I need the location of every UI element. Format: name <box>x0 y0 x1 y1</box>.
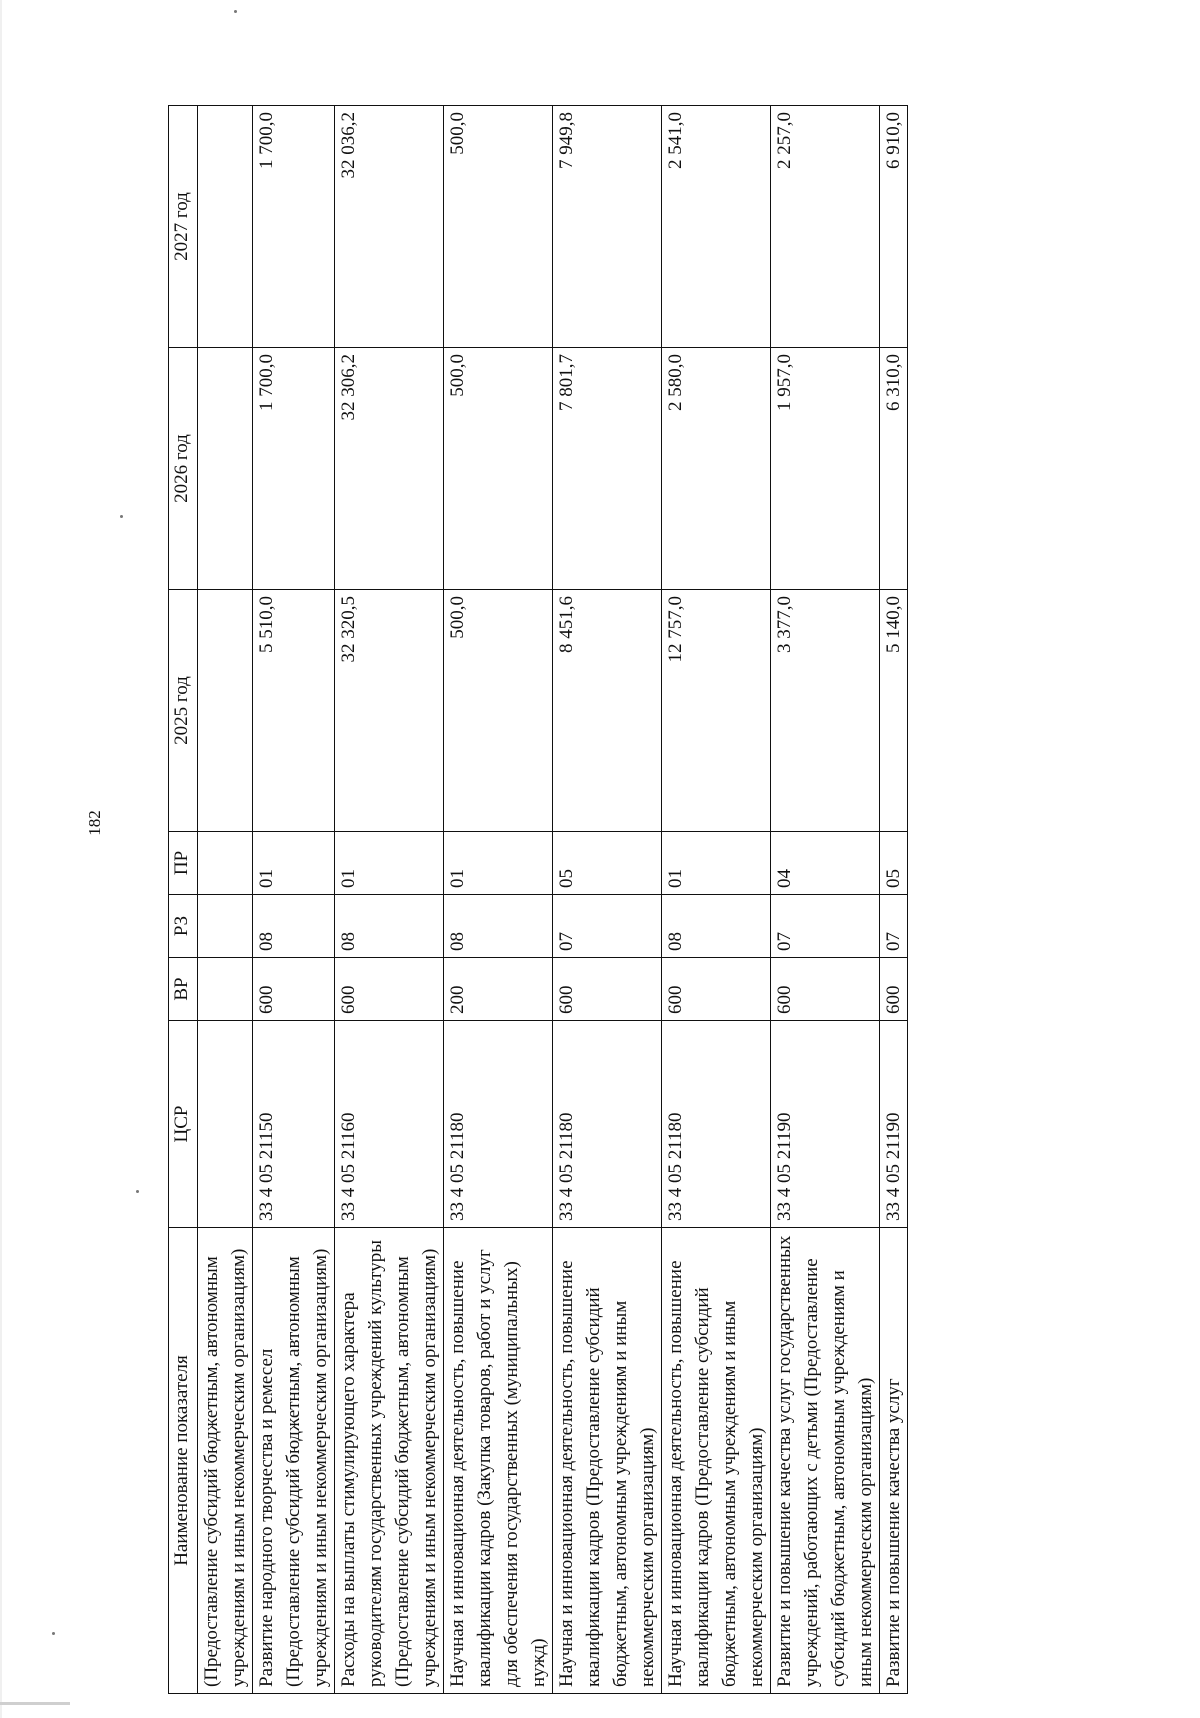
cell-pr: 05 <box>880 832 908 895</box>
scan-edge <box>0 0 2 1718</box>
cell-2025 <box>198 590 253 832</box>
cell-name: Развитие и повышение качества услуг <box>880 1228 908 1694</box>
cell-vr: 600 <box>253 958 335 1021</box>
cell-2026: 32 306,2 <box>335 348 444 590</box>
cell-vr: 200 <box>444 958 553 1021</box>
cell-rz: 08 <box>444 895 553 958</box>
cell-pr: 05 <box>553 832 662 895</box>
cell-name: Развитие и повышение качества услуг государственных учреждений, работающих с детьми (Предоставление субсидий бюджетным, автономным учреждениям и иным некоммерческим организациям) <box>771 1228 880 1694</box>
cell-2026: 7 801,7 <box>553 348 662 590</box>
scan-speck <box>52 1632 55 1635</box>
cell-rz: 07 <box>771 895 880 958</box>
cell-pr: 04 <box>771 832 880 895</box>
cell-2027: 1 700,0 <box>253 106 335 348</box>
cell-2025: 3 377,0 <box>771 590 880 832</box>
cell-2027: 500,0 <box>444 106 553 348</box>
cell-2025: 5 510,0 <box>253 590 335 832</box>
cell-rz <box>198 895 253 958</box>
scan-edge-bottom <box>0 1702 70 1705</box>
table-row <box>880 106 908 1694</box>
header-2026: 2026 год <box>169 348 198 590</box>
header-vr: ВР <box>169 958 198 1021</box>
cell-vr: 600 <box>662 958 771 1021</box>
cell-2027: 2 257,0 <box>771 106 880 348</box>
cell-rz: 08 <box>253 895 335 958</box>
header-name: Наименование показателя <box>169 1228 198 1694</box>
header-csr: ЦСР <box>169 1021 198 1228</box>
cell-pr: 01 <box>662 832 771 895</box>
cell-name: Расходы на выплаты стимулирующего характера руководителям государственных учреждений культуры (Предоставление субсидий бюджетным, автономным учреждениям и иным некоммерческим организациям) <box>335 1228 444 1694</box>
cell-vr: 600 <box>880 958 908 1021</box>
cell-2027: 6 910,0 <box>880 106 908 348</box>
scan-speck <box>234 10 237 13</box>
cell-name: Развитие народного творчества и ремесел (Предоставление субсидий бюджетным, автономным учреждениям и иным некоммерческим организациям) <box>253 1228 335 1694</box>
cell-2026: 6 310,0 <box>880 348 908 590</box>
table-row <box>444 106 553 1694</box>
cell-2026: 1 957,0 <box>771 348 880 590</box>
cell-2025: 500,0 <box>444 590 553 832</box>
cell-2025: 12 757,0 <box>662 590 771 832</box>
cell-name: Научная и инновационная деятельность, повышение квалификации кадров (Предоставление субсидий бюджетным, автономным учреждениям и иным некоммерческим организациям) <box>553 1228 662 1694</box>
scan-speck <box>136 1190 139 1193</box>
cell-2027: 7 949,8 <box>553 106 662 348</box>
cell-2026: 1 700,0 <box>253 348 335 590</box>
cell-name: Научная и инновационная деятельность, повышение квалификации кадров (Закупка товаров, работ и услуг для обеспечения государственных (муниципальных) нужд) <box>444 1228 553 1694</box>
header-rz: РЗ <box>169 895 198 958</box>
header-2025: 2025 год <box>169 590 198 832</box>
cell-2025: 5 140,0 <box>880 590 908 832</box>
table-row <box>198 106 253 1694</box>
cell-2026: 2 580,0 <box>662 348 771 590</box>
header-2027: 2027 год <box>169 106 198 348</box>
cell-vr: 600 <box>771 958 880 1021</box>
budget-table-rotated <box>168 106 908 1694</box>
cell-rz: 07 <box>553 895 662 958</box>
cell-csr: 33 4 05 21180 <box>444 1021 553 1228</box>
cell-2025: 32 320,5 <box>335 590 444 832</box>
cell-2027 <box>198 106 253 348</box>
cell-vr: 600 <box>553 958 662 1021</box>
cell-vr <box>198 958 253 1021</box>
table-row <box>553 106 662 1694</box>
cell-pr: 01 <box>253 832 335 895</box>
cell-name: Научная и инновационная деятельность, повышение квалификации кадров (Предоставление субсидий бюджетным, автономным учреждениям и иным некоммерческим организациям) <box>662 1228 771 1694</box>
cell-2027: 32 036,2 <box>335 106 444 348</box>
cell-rz: 08 <box>662 895 771 958</box>
cell-2025: 8 451,6 <box>553 590 662 832</box>
cell-csr: 33 4 05 21160 <box>335 1021 444 1228</box>
cell-pr <box>198 832 253 895</box>
cell-2027: 2 541,0 <box>662 106 771 348</box>
cell-rz: 08 <box>335 895 444 958</box>
cell-name: (Предоставление субсидий бюджетным, автономным учреждениям и иным некоммерческим организациям) <box>198 1228 253 1694</box>
table-row <box>253 106 335 1694</box>
table-header-row <box>169 106 198 1694</box>
cell-2026: 500,0 <box>444 348 553 590</box>
cell-csr <box>198 1021 253 1228</box>
cell-rz: 07 <box>880 895 908 958</box>
page-number: 182 <box>85 810 104 836</box>
cell-pr: 01 <box>444 832 553 895</box>
scan-speck <box>120 515 123 518</box>
table-row <box>662 106 771 1694</box>
cell-csr: 33 4 05 21190 <box>771 1021 880 1228</box>
cell-csr: 33 4 05 21180 <box>553 1021 662 1228</box>
cell-vr: 600 <box>335 958 444 1021</box>
cell-pr: 01 <box>335 832 444 895</box>
cell-csr: 33 4 05 21190 <box>880 1021 908 1228</box>
budget-table <box>168 105 908 1694</box>
table-row <box>771 106 880 1694</box>
header-pr: ПР <box>169 832 198 895</box>
cell-csr: 33 4 05 21150 <box>253 1021 335 1228</box>
table-row <box>335 106 444 1694</box>
cell-csr: 33 4 05 21180 <box>662 1021 771 1228</box>
cell-2026 <box>198 348 253 590</box>
